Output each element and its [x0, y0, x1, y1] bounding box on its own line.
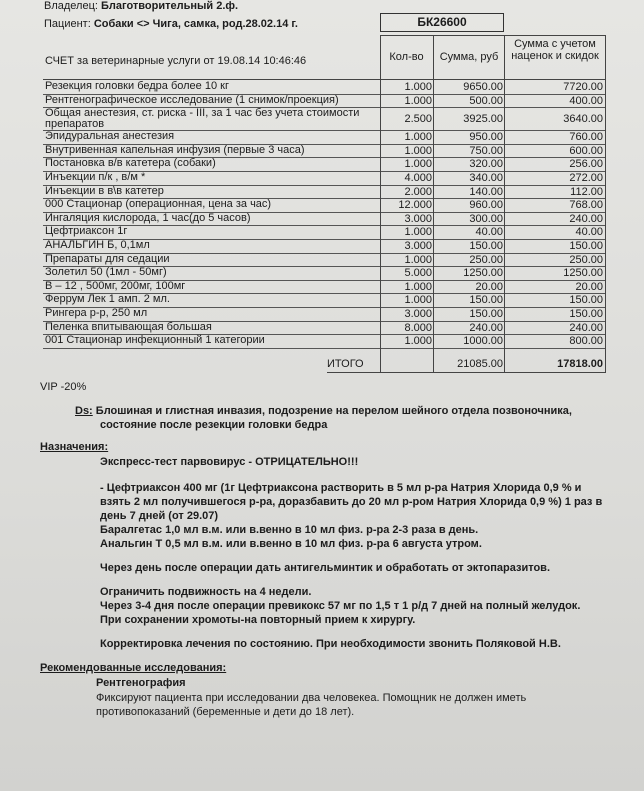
row-qty: 1.000 — [404, 158, 432, 171]
row-service-name: Феррум Лек 1 амп. 2 мл. — [45, 293, 170, 306]
row-service-name: Внутривенная капельная инфузия (первые 3 часа) — [45, 143, 305, 156]
row-total: 250.00 — [569, 253, 603, 266]
row-qty: 1.000 — [404, 253, 432, 266]
row-qty: 1.000 — [404, 94, 432, 107]
row-qty: 8.000 — [404, 321, 432, 334]
table-row — [43, 212, 606, 227]
row-total: 150.00 — [569, 240, 603, 252]
table-row — [43, 107, 606, 131]
row-total: 150.00 — [569, 294, 603, 307]
row-service-name: Цефтриаксон 1г — [45, 225, 128, 238]
row-qty: 1.000 — [404, 144, 432, 157]
table-row — [43, 293, 606, 308]
row-qty: 1.000 — [404, 131, 432, 144]
row-sum: 240.00 — [469, 321, 503, 334]
row-qty: 1.000 — [404, 280, 432, 293]
row-qty: 3.000 — [404, 212, 432, 225]
row-service-name: 001 Стационар инфекционный 1 категории — [45, 334, 265, 347]
patient-line — [44, 18, 298, 30]
row-qty: 3.000 — [404, 308, 432, 320]
rx-line-3: взять 2 мл получившегося р-ра, доразбавить до 20 мл р-ром Натрия Хлорида 0,9 %) 1 раз в — [100, 496, 603, 508]
table-row — [43, 130, 606, 145]
row-service-name: Ингаляция кислорода, 1 час(до 5 часов) — [45, 211, 251, 224]
row-sum: 960.00 — [469, 199, 503, 212]
table-row — [43, 334, 606, 349]
row-total: 40.00 — [575, 226, 603, 239]
row-sum: 150.00 — [469, 240, 503, 252]
row-qty: 1.000 — [404, 335, 432, 348]
row-service-name: Эпидуральная анестезия — [45, 130, 175, 143]
row-total: 256.00 — [569, 158, 603, 171]
row-total: 600.00 — [569, 144, 603, 157]
row-qty: 1.000 — [404, 226, 432, 239]
row-sum: 150.00 — [469, 294, 503, 307]
row-qty: 1.000 — [404, 81, 432, 93]
rx-line-4: день 7 дней (от 29.07) — [100, 510, 219, 522]
col-header-total: Сумма с учетом наценок и скидок — [511, 38, 599, 62]
col-header-sum: Сумма, руб — [439, 51, 499, 63]
row-total: 20.00 — [575, 280, 603, 293]
row-sum: 500.00 — [469, 94, 503, 107]
table-row — [43, 198, 606, 213]
row-total: 272.00 — [569, 172, 603, 184]
row-service-name: 000 Стационар (операционная, цена за час) — [45, 198, 272, 211]
col-header-qty: Кол-во — [389, 51, 424, 63]
invoice-title: СЧЕТ за ветеринарные услуги от 19.08.14 10:46:46 — [45, 55, 307, 67]
recommended-item: Рентгенография — [96, 677, 186, 689]
row-sum: 150.00 — [469, 308, 503, 320]
row-total: 768.00 — [569, 199, 603, 212]
table-row — [43, 239, 606, 254]
row-service-name: Инъекции п/к , в/м * — [45, 171, 146, 183]
table-row — [43, 144, 606, 159]
col-divider-3 — [504, 35, 505, 372]
patient-value: Собаки <> Чига, самка, род.28.02.14 г. — [93, 18, 298, 30]
row-sum: 20.00 — [475, 280, 503, 293]
row-service-name: Препараты для седации — [45, 252, 170, 265]
itogo-total: 17818.00 — [557, 358, 603, 370]
diagnosis-line-2: состояние после резекции головки бедра — [100, 419, 328, 431]
table-row — [43, 157, 606, 172]
owner-value: Благотворительный 2.ф. — [101, 0, 239, 12]
recommended-label: Рекомендованные исследования: — [40, 662, 227, 674]
row-qty: 3.000 — [404, 240, 432, 252]
row-qty: 2.000 — [404, 185, 432, 198]
diagnosis-label: Ds: — [75, 405, 93, 417]
rx-line-8: Ограничить подвижность на 4 недели. — [100, 586, 312, 598]
row-service-name: Общая анестезия, ст. риска - III, за 1 час без учета стоимости препаратов — [45, 107, 360, 131]
rx-line-9: Через 3-4 дня после операции превикокс 57 мг по 1,5 т 1 р/д 7 дней на полный желудок. — [100, 600, 581, 612]
rx-line-5: Баралгетас 1,0 мл в.м. или в.венно в 10 мл физ. р-ра 2-3 раза в день. — [100, 524, 479, 536]
row-qty: 12.000 — [398, 199, 432, 212]
col-divider-2 — [433, 35, 434, 372]
row-service-name: Рентгенографическое исследование (1 снимок/проекция) — [45, 93, 339, 106]
row-service-name: В – 12 , 500мг, 200мг, 100мг — [45, 279, 186, 292]
row-service-name: Рингера р-р, 250 мл — [45, 307, 148, 319]
row-service-name: Постановка в/в катетера (собаки) — [45, 157, 216, 170]
row-total: 400.00 — [569, 94, 603, 107]
row-service-name: Инъекции в в\в катетер — [45, 184, 164, 197]
col-divider-4 — [605, 35, 606, 372]
vip-discount: VIP -20% — [40, 381, 87, 393]
row-sum: 40.00 — [475, 226, 503, 239]
owner-line — [44, 0, 238, 12]
row-total: 240.00 — [569, 321, 603, 334]
row-sum: 1000.00 — [463, 335, 503, 348]
recommended-note-2: противопоказаний (беременные и дети до 18 лет). — [96, 706, 355, 718]
diagnosis-text-1: Блошиная и глистная инвазия, подозрение на перелом шейного отдела позвоночника, — [95, 405, 572, 417]
table-row — [43, 80, 606, 95]
row-total: 112.00 — [570, 185, 603, 198]
patient-label: Пациент: — [44, 18, 91, 30]
prescriptions-label: Назначения: — [40, 441, 109, 453]
row-total: 1250.00 — [563, 267, 603, 280]
row-sum: 950.00 — [469, 131, 503, 144]
row-sum: 750.00 — [469, 144, 503, 157]
row-total: 760.00 — [569, 131, 603, 144]
row-service-name: Золетил 50 (1мл - 50мг) — [45, 266, 167, 279]
table-row — [43, 225, 606, 240]
col-divider-1 — [380, 35, 381, 372]
invoice-number: БК26600 — [380, 13, 504, 32]
row-sum: 300.00 — [469, 212, 503, 225]
row-total: 7720.00 — [563, 81, 603, 93]
row-service-name: АНАЛЬГИН Б, 0,1мл — [45, 239, 150, 251]
row-total: 800.00 — [569, 335, 603, 348]
table-row — [43, 307, 606, 322]
table-row — [43, 266, 606, 281]
diagnosis-line-1 — [75, 404, 572, 418]
row-sum: 250.00 — [469, 253, 503, 266]
rx-line-10: При сохранении хромоты-на повторный прием к хирургу. — [100, 614, 416, 626]
row-sum: 340.00 — [469, 172, 503, 184]
table-row — [43, 185, 606, 200]
itogo-label: ИТОГО — [327, 358, 364, 370]
table-row — [43, 253, 606, 268]
row-qty: 5.000 — [404, 267, 432, 280]
row-qty: 4.000 — [404, 172, 432, 184]
row-sum: 320.00 — [469, 158, 503, 171]
row-service-name: Пеленка впитывающая большая — [45, 320, 212, 333]
table-row — [43, 280, 606, 295]
row-qty: 1.000 — [404, 294, 432, 307]
row-qty: 2.500 — [404, 113, 432, 126]
itogo-sum: 21085.00 — [457, 358, 503, 370]
rx-line-11: Корректировка лечения по состоянию. При необходимости звонить Поляковой Н.В. — [100, 638, 561, 650]
owner-label: Владелец: — [44, 0, 98, 12]
rx-line-2: - Цефтриаксон 400 мг (1г Цефтриаксона растворить в 5 мл р-ра Натрия Хлорида 0,9 % и — [100, 482, 582, 494]
row-total: 3640.00 — [563, 113, 603, 126]
table-row — [43, 94, 606, 109]
itogo-bottom-border — [327, 372, 606, 373]
row-total: 150.00 — [569, 308, 603, 320]
row-sum: 1250.00 — [463, 267, 503, 280]
table-row — [43, 171, 606, 186]
row-sum: 3925.00 — [463, 113, 503, 126]
rx-line-6: Анальгин Т 0,5 мл в.м. или в.венно в 10 мл физ. р-ра 6 августа утром. — [100, 538, 482, 550]
table-row — [43, 321, 606, 336]
row-total: 240.00 — [569, 212, 603, 225]
rx-line-1: Экспресс-тест парвовирус - ОТРИЦАТЕЛЬНО!!! — [100, 456, 359, 468]
row-sum: 9650.00 — [463, 81, 503, 93]
rx-line-7: Через день после операции дать антигельминтик и обработать от эктопаразитов. — [100, 562, 550, 574]
row-sum: 140.00 — [469, 185, 503, 198]
recommended-note-1: Фиксируют пациента при исследовании два человекеа. Помощник не должен иметь — [96, 692, 527, 704]
row-service-name: Резекция головки бедра более 10 кг — [45, 80, 229, 92]
